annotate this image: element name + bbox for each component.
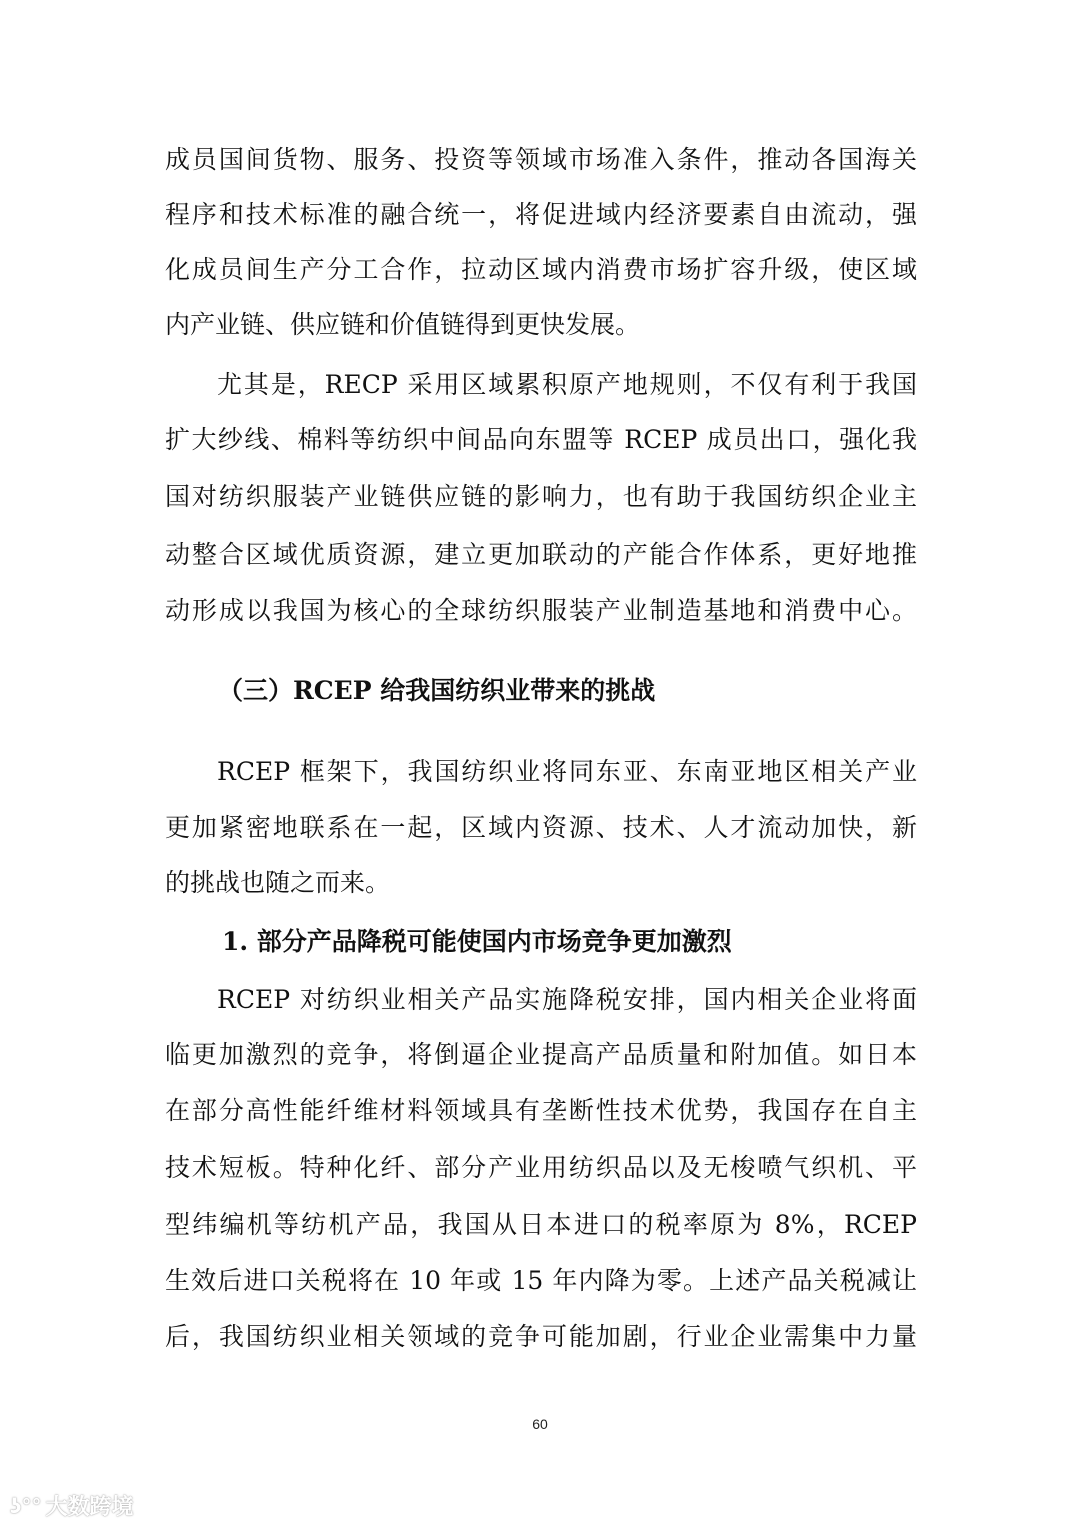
- text-line: 动整合区域优质资源，建立更加联动的产能合作体系，更好地推: [165, 540, 917, 569]
- text-line: RCEP 框架下，我国纺织业将同东亚、东南亚地区相关产业: [217, 757, 917, 786]
- section-heading: （三）RCEP 给我国纺织业带来的挑战: [218, 676, 656, 705]
- text-line: 技术短板。特种化纤、部分产业用纺织品以及无梭喷气织机、平: [165, 1153, 917, 1182]
- subsection-heading: 1. 部分产品降税可能使国内市场竞争更加激烈: [222, 927, 732, 956]
- watermark: [10, 1490, 133, 1521]
- text-line: 程序和技术标准的融合统一，将促进域内经济要素自由流动，强: [165, 200, 917, 229]
- text-line: 在部分高性能纤维材料领域具有垄断性技术优势，我国存在自主: [165, 1096, 917, 1125]
- text-line: 扩大纱线、棉料等纺织中间品向东盟等 RCEP 成员出口，强化我: [165, 425, 917, 454]
- text-line: RCEP 对纺织业相关产品实施降税安排，国内相关企业将面: [217, 985, 917, 1014]
- text-line: 成员国间货物、服务、投资等领域市场准入条件，推动各国海关: [165, 145, 917, 174]
- text-line: 更加紧密地联系在一起，区域内资源、技术、人才流动加快，新: [165, 813, 917, 842]
- text-line: 生效后进口关税将在 10 年或 15 年内降为零。上述产品关税减让: [165, 1266, 917, 1295]
- page-number: 60: [532, 1416, 548, 1432]
- text-line: 后，我国纺织业相关领域的竞争可能加剧，行业企业需集中力量: [165, 1322, 917, 1351]
- text-line: 国对纺织服装产业链供应链的影响力，也有助于我国纺织企业主: [165, 482, 917, 511]
- text-line: 内产业链、供应链和价值链得到更快发展。: [165, 310, 641, 339]
- text-line: 尤其是，RECP 采用区域累积原产地规则，不仅有利于我国: [217, 370, 917, 399]
- text-line: 临更加激烈的竞争，将倒逼企业提高产品质量和附加值。如日本: [165, 1040, 917, 1069]
- watermark-text: 大数跨境: [45, 1495, 134, 1520]
- text-line: 的挑战也随之而来。: [165, 868, 391, 897]
- watermark-logo-icon: ʖ°°: [10, 1493, 42, 1518]
- text-line: 化成员间生产分工合作，拉动区域内消费市场扩容升级，使区域: [165, 255, 917, 284]
- text-line: 型纬编机等纺机产品，我国从日本进口的税率原为 8%，RCEP: [165, 1210, 917, 1239]
- text-line: 动形成以我国为核心的全球纺织服装产业制造基地和消费中心。: [165, 596, 917, 625]
